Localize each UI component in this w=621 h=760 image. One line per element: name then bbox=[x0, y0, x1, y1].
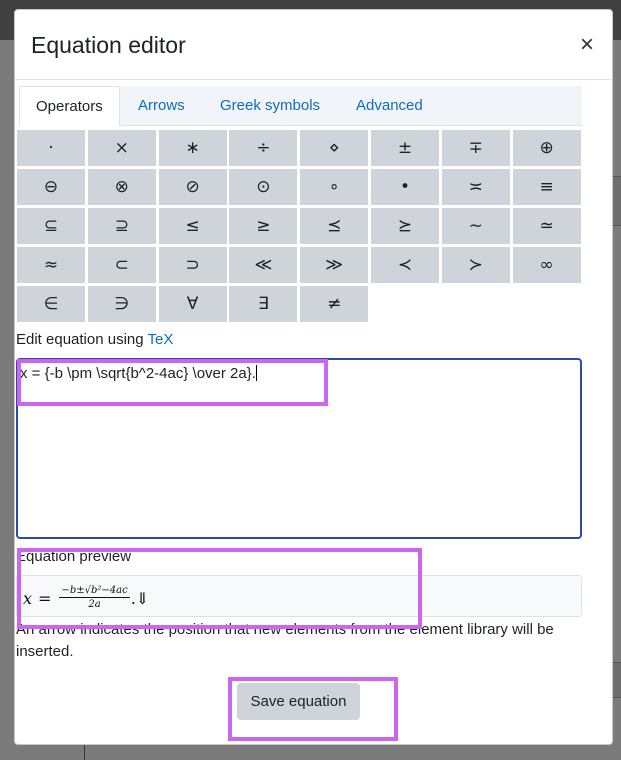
text-caret bbox=[256, 365, 257, 381]
operator-button[interactable]: ∞ bbox=[513, 247, 581, 283]
equation-lhs: x bbox=[23, 588, 33, 608]
tex-input-value: x = {-b \pm \sqrt{b^2-4ac} \over 2a}. bbox=[20, 365, 256, 382]
operator-button[interactable]: • bbox=[371, 169, 439, 205]
operator-button[interactable]: ± bbox=[371, 130, 439, 166]
operator-button[interactable]: ≫ bbox=[300, 247, 368, 283]
operator-button[interactable]: ≻ bbox=[442, 247, 510, 283]
operator-button[interactable]: · bbox=[17, 130, 85, 166]
tab-advanced[interactable]: Advanced bbox=[356, 97, 423, 114]
operator-button[interactable]: ⊙ bbox=[229, 169, 297, 205]
operator-button[interactable]: ⪰ bbox=[371, 208, 439, 244]
operator-button[interactable]: ⪯ bbox=[300, 208, 368, 244]
operator-button[interactable]: ∼ bbox=[442, 208, 510, 244]
save-equation-button[interactable]: Save equation bbox=[237, 683, 360, 720]
symbol-tabs bbox=[19, 86, 582, 126]
operator-button[interactable]: ≈ bbox=[17, 247, 85, 283]
operator-button[interactable]: ∃ bbox=[229, 286, 297, 322]
operator-button[interactable]: ≤ bbox=[159, 208, 227, 244]
operator-button[interactable]: ⊖ bbox=[17, 169, 85, 205]
operator-button[interactable]: ≍ bbox=[442, 169, 510, 205]
operator-button[interactable]: ∗ bbox=[159, 130, 227, 166]
operator-button[interactable]: × bbox=[88, 130, 156, 166]
equation-fraction bbox=[59, 585, 129, 611]
operators-grid bbox=[17, 130, 583, 322]
operator-button[interactable]: ÷ bbox=[229, 130, 297, 166]
operator-button[interactable]: ∓ bbox=[442, 130, 510, 166]
fraction-denominator: 2a bbox=[88, 599, 101, 610]
operator-button[interactable]: ⊕ bbox=[513, 130, 581, 166]
operator-button[interactable]: ∘ bbox=[300, 169, 368, 205]
tab-operators[interactable]: Operators bbox=[19, 86, 120, 127]
fraction-numerator: −b±√b²−4ac bbox=[61, 585, 128, 596]
operator-button[interactable]: ∈ bbox=[17, 286, 85, 322]
operator-button[interactable]: ⊆ bbox=[17, 208, 85, 244]
editor-label bbox=[16, 331, 173, 348]
operator-button[interactable]: ≺ bbox=[371, 247, 439, 283]
operator-button[interactable]: ≠ bbox=[300, 286, 368, 322]
tab-arrows[interactable]: Arrows bbox=[138, 97, 185, 114]
equation-equals: = bbox=[38, 588, 52, 608]
dialog-header bbox=[15, 10, 612, 80]
operator-button[interactable]: ≥ bbox=[229, 208, 297, 244]
background-divider bbox=[84, 744, 85, 760]
operator-button[interactable]: ∀ bbox=[159, 286, 227, 322]
insert-position-arrow-icon: .⇓ bbox=[130, 588, 150, 608]
editor-label-text: Edit equation using bbox=[16, 331, 144, 348]
operator-button[interactable]: ⊂ bbox=[88, 247, 156, 283]
tab-greek-symbols[interactable]: Greek symbols bbox=[220, 97, 321, 114]
rendered-equation bbox=[23, 582, 149, 614]
operator-button[interactable]: ≪ bbox=[229, 247, 297, 283]
operator-button[interactable]: ≃ bbox=[513, 208, 581, 244]
info-text: An arrow indicates the position that new elements from the element library will be inserted. bbox=[16, 621, 554, 660]
operator-button[interactable]: ⊃ bbox=[159, 247, 227, 283]
operator-button[interactable]: ⊇ bbox=[88, 208, 156, 244]
tex-link[interactable]: TeX bbox=[147, 331, 174, 348]
preview-label: Equation preview bbox=[16, 548, 132, 565]
operator-button[interactable]: ≡ bbox=[513, 169, 581, 205]
tex-input[interactable] bbox=[16, 358, 582, 539]
operator-button[interactable]: ⋄ bbox=[300, 130, 368, 166]
operator-button[interactable]: ⊘ bbox=[159, 169, 227, 205]
equation-preview bbox=[16, 575, 582, 617]
close-icon[interactable]: × bbox=[579, 31, 594, 58]
operator-button[interactable]: ∋ bbox=[88, 286, 156, 322]
dialog-title: Equation editor bbox=[31, 32, 186, 58]
operator-button[interactable]: ⊗ bbox=[88, 169, 156, 205]
